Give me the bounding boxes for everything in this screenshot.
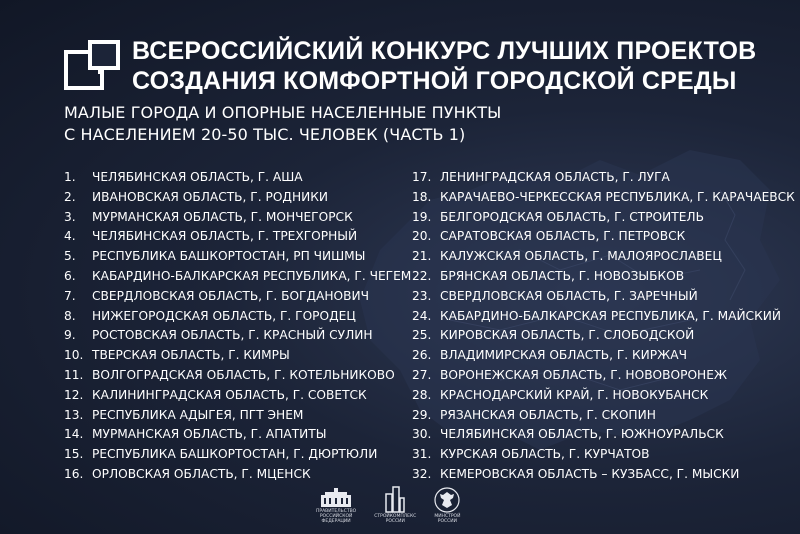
minstroy-logo <box>434 486 460 524</box>
subtitle-line-2: С НАСЕЛЕНИЕМ 20-50 ТЫС. ЧЕЛОВЕК (ЧАСТЬ 1) <box>64 125 466 144</box>
list-item <box>412 406 795 426</box>
page-title <box>132 36 756 96</box>
item-number: 29. <box>412 407 432 422</box>
list-item <box>64 227 411 247</box>
list-item <box>412 227 795 247</box>
item-number: 12. <box>64 387 84 402</box>
winners-list-right <box>412 168 795 485</box>
list-item <box>64 406 411 426</box>
item-text: КАЛИНИНГРАДСКАЯ ОБЛАСТЬ, Г. СОВЕТСК <box>92 387 367 402</box>
item-number: 7. <box>64 288 76 303</box>
item-text: ВОЛГОГРАДСКАЯ ОБЛАСТЬ, Г. КОТЕЛЬНИКОВО <box>92 367 395 382</box>
item-number: 4. <box>64 229 76 244</box>
item-number: 13. <box>64 407 84 422</box>
item-text: КАБАРДИНО-БАЛКАРСКАЯ РЕСПУБЛИКА, Г. МАЙСКИЙ <box>440 308 781 323</box>
item-number: 25. <box>412 328 432 343</box>
list-item <box>64 425 411 445</box>
list-item <box>64 445 411 465</box>
item-text: МУРМАНСКАЯ ОБЛАСТЬ, Г. МОНЧЕГОРСК <box>92 209 353 224</box>
government-logo <box>316 487 356 524</box>
item-number: 18. <box>412 189 432 204</box>
list-item <box>64 386 411 406</box>
item-number: 11. <box>64 367 84 382</box>
logo-caption: МИНСТРОЙ <box>434 514 461 519</box>
list-item <box>64 366 411 386</box>
item-text: БЕЛГОРОДСКАЯ ОБЛАСТЬ, Г. СТРОИТЕЛЬ <box>440 209 704 224</box>
item-text: РЕСПУБЛИКА БАШКОРТОСТАН, Г. ДЮРТЮЛИ <box>92 447 378 462</box>
item-text: КЕМЕРОВСКАЯ ОБЛАСТЬ – КУЗБАСС, Г. МЫСКИ <box>440 466 740 481</box>
logo-caption: РОССИИ <box>437 519 458 524</box>
double-headed-eagle-icon <box>434 486 460 514</box>
footer-logos <box>316 478 460 524</box>
list-item <box>412 465 795 485</box>
list-item <box>64 307 411 327</box>
title-line-2: СОЗДАНИЯ КОМФОРТНОЙ ГОРОДСКОЙ СРЕДЫ <box>132 67 737 95</box>
contest-logo-icon <box>64 40 122 90</box>
item-text: ВЛАДИМИРСКАЯ ОБЛАСТЬ, Г. КИРЖАЧ <box>440 348 687 363</box>
item-number: 8. <box>64 308 76 323</box>
item-number: 28. <box>412 387 432 402</box>
item-number: 5. <box>64 249 76 264</box>
item-text: КИРОВСКАЯ ОБЛАСТЬ, Г. СЛОБОДСКОЙ <box>440 328 695 343</box>
item-text: МУРМАНСКАЯ ОБЛАСТЬ, Г. АПАТИТЫ <box>92 427 327 442</box>
item-text: ОРЛОВСКАЯ ОБЛАСТЬ, Г. МЦЕНСК <box>92 466 311 481</box>
subtitle <box>64 102 501 146</box>
item-number: 6. <box>64 268 76 283</box>
logo-caption: СТРОЙКОМПЛЕКС <box>374 514 417 519</box>
item-number: 24. <box>412 308 432 323</box>
winners-list-left <box>64 168 411 485</box>
item-number: 26. <box>412 348 432 363</box>
list-item <box>412 168 795 188</box>
item-number: 32. <box>412 466 432 481</box>
item-text: ЧЕЛЯБИНСКАЯ ОБЛАСТЬ, Г. ЮЖНОУРАЛЬСК <box>440 427 724 442</box>
item-number: 10. <box>64 348 84 363</box>
list-item <box>64 208 411 228</box>
item-text: ТВЕРСКАЯ ОБЛАСТЬ, Г. КИМРЫ <box>92 348 290 363</box>
item-number: 16. <box>64 466 84 481</box>
list-item <box>412 247 795 267</box>
item-text: СВЕРДЛОВСКАЯ ОБЛАСТЬ, Г. БОГДАНОВИЧ <box>92 288 369 303</box>
list-item <box>412 326 795 346</box>
item-text: РЯЗАНСКАЯ ОБЛАСТЬ, Г. СКОПИН <box>440 407 656 422</box>
item-number: 21. <box>412 249 432 264</box>
item-text: ВОРОНЕЖСКАЯ ОБЛАСТЬ, Г. НОВОВОРОНЕЖ <box>440 367 728 382</box>
subtitle-line-1: МАЛЫЕ ГОРОДА И ОПОРНЫЕ НАСЕЛЕННЫЕ ПУНКТЫ <box>64 103 502 122</box>
item-text: ЧЕЛЯБИНСКАЯ ОБЛАСТЬ, Г. АША <box>92 170 303 184</box>
stroykompleks-logo <box>374 484 416 524</box>
item-text: ЧЕЛЯБИНСКАЯ ОБЛАСТЬ, Г. ТРЕХГОРНЫЙ <box>92 229 358 244</box>
item-number: 1. <box>64 170 76 184</box>
item-text: ИВАНОВСКАЯ ОБЛАСТЬ, Г. РОДНИКИ <box>92 189 328 204</box>
list-item <box>412 307 795 327</box>
item-text: КАЛУЖСКАЯ ОБЛАСТЬ, Г. МАЛОЯРОСЛАВЕЦ <box>440 249 722 264</box>
item-text: РЕСПУБЛИКА БАШКОРТОСТАН, РП ЧИШМЫ <box>92 249 366 264</box>
item-text: РЕСПУБЛИКА АДЫГЕЯ, ПГТ ЭНЕМ <box>92 407 304 422</box>
list-item <box>412 208 795 228</box>
list-item <box>64 287 411 307</box>
item-text: СВЕРДЛОВСКАЯ ОБЛАСТЬ, Г. ЗАРЕЧНЫЙ <box>440 288 698 303</box>
list-item <box>412 346 795 366</box>
logo-caption: ФЕДЕРАЦИИ <box>321 519 351 524</box>
logo-caption: ПРАВИТЕЛЬСТВО <box>316 509 357 514</box>
item-number: 30. <box>412 427 432 442</box>
item-text: ЛЕНИНГРАДСКАЯ ОБЛАСТЬ, Г. ЛУГА <box>440 170 670 184</box>
item-number: 27. <box>412 367 432 382</box>
item-text: КУРСКАЯ ОБЛАСТЬ, Г. КУРЧАТОВ <box>440 447 650 462</box>
item-text: РОСТОВСКАЯ ОБЛАСТЬ, Г. КРАСНЫЙ СУЛИН <box>92 328 373 343</box>
item-text: САРАТОВСКАЯ ОБЛАСТЬ, Г. ПЕТРОВСК <box>440 229 686 244</box>
list-item <box>64 188 411 208</box>
item-text: БРЯНСКАЯ ОБЛАСТЬ, Г. НОВОЗЫБКОВ <box>440 268 685 283</box>
list-item <box>412 188 795 208</box>
item-number: 14. <box>64 427 84 442</box>
list-item <box>64 326 411 346</box>
stroykompleks-buildings-icon <box>384 484 406 514</box>
item-number: 20. <box>412 229 432 244</box>
item-text: КАБАРДИНО-БАЛКАРСКАЯ РЕСПУБЛИКА, Г. ЧЕГЕМ <box>92 268 412 283</box>
government-building-icon <box>319 487 353 509</box>
item-text: НИЖЕГОРОДСКАЯ ОБЛАСТЬ, Г. ГОРОДЕЦ <box>92 308 356 323</box>
list-item <box>412 445 795 465</box>
item-number: 3. <box>64 209 76 224</box>
item-number: 23. <box>412 288 432 303</box>
item-number: 19. <box>412 209 432 224</box>
logo-caption: РОССИЙСКОЙ <box>319 514 353 519</box>
logo-caption: РОССИИ <box>385 519 405 524</box>
list-item <box>64 267 411 287</box>
list-item <box>412 287 795 307</box>
item-number: 2. <box>64 189 76 204</box>
item-number: 17. <box>412 170 432 184</box>
item-number: 22. <box>412 268 432 283</box>
item-text: КАРАЧАЕВО-ЧЕРКЕССКАЯ РЕСПУБЛИКА, Г. КАРАЧАЕВСК <box>440 189 795 204</box>
list-item <box>412 425 795 445</box>
list-item <box>64 247 411 267</box>
list-item <box>412 267 795 287</box>
item-number: 31. <box>412 447 432 462</box>
item-number: 9. <box>64 328 76 343</box>
list-item <box>64 346 411 366</box>
title-line-1: ВСЕРОССИЙСКИЙ КОНКУРС ЛУЧШИХ ПРОЕКТОВ <box>132 37 757 65</box>
item-number: 15. <box>64 447 84 462</box>
list-item <box>412 366 795 386</box>
item-text: КРАСНОДАРСКИЙ КРАЙ, Г. НОВОКУБАНСК <box>440 387 709 402</box>
list-item <box>64 168 411 188</box>
list-item <box>412 386 795 406</box>
